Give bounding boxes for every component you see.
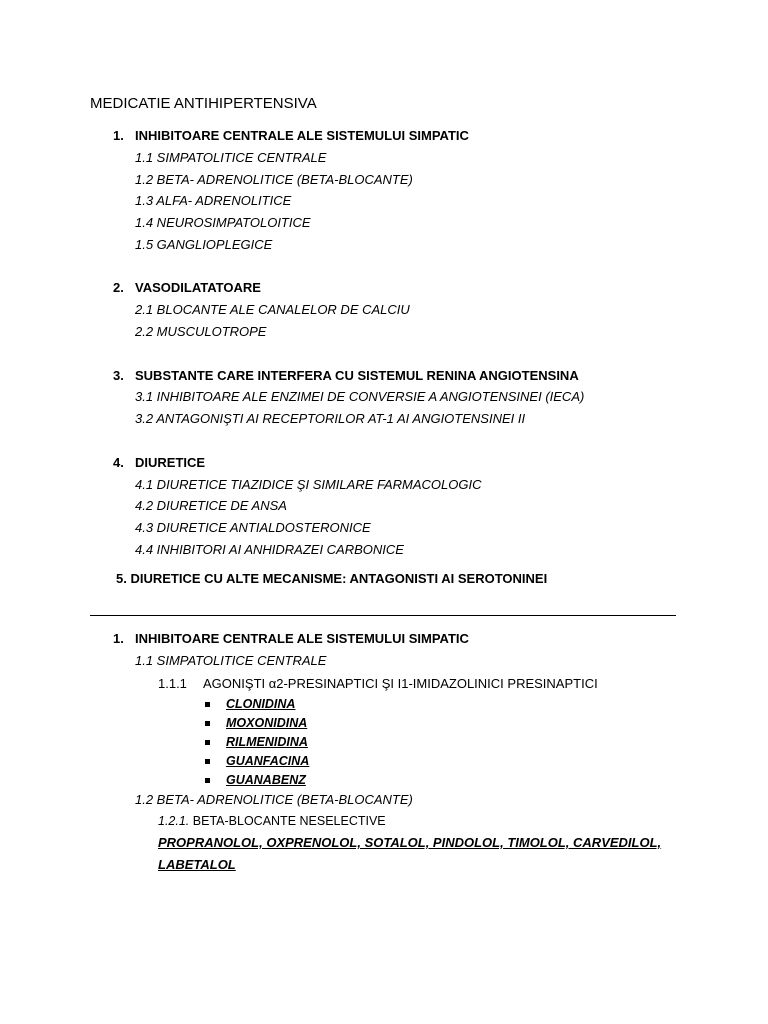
outline-4-item: 4.3 DIURETICE ANTIALDOSTERONICE: [135, 520, 371, 535]
outline-2-number: 2.: [113, 280, 124, 295]
detail-subsubheading: AGONIŞTI α2-PRESINAPTICI ŞI I1-IMIDAZOLINICI PRESINAPTICI: [203, 676, 598, 691]
detail-subheading: 1.1 SIMPATOLITICE CENTRALE: [135, 653, 327, 668]
section-divider: [90, 615, 676, 616]
outline-2-item: 2.2 MUSCULOTROPE: [135, 324, 267, 339]
bullet-icon: [205, 702, 210, 707]
outline-1-number: 1.: [113, 128, 124, 143]
outline-3-item: 3.1 INHIBITOARE ALE ENZIMEI DE CONVERSIE A ANGIOTENSINEI (IECA): [135, 389, 585, 404]
drug-list-line: LABETALOL: [158, 857, 236, 872]
detail-subsubheading-number: 1.2.1.: [158, 814, 190, 828]
detail-subsubheading: [158, 815, 386, 828]
outline-3-number: 3.: [113, 368, 124, 383]
outline-4-item: 4.2 DIURETICE DE ANSA: [135, 498, 287, 513]
drug-name: GUANFACINA: [226, 754, 310, 768]
drug-name: GUANABENZ: [226, 773, 306, 787]
outline-1-item: 1.4 NEUROSIMPATOLOITICE: [135, 215, 311, 230]
outline-1-item: 1.3 ALFA- ADRENOLITICE: [135, 193, 292, 208]
outline-3-heading: SUBSTANTE CARE INTERFERA CU SISTEMUL RENINA ANGIOTENSINA: [135, 368, 579, 383]
detail-subsubheading-text: BETA-BLOCANTE NESELECTIVE: [192, 814, 386, 828]
drug-name: CLONIDINA: [226, 697, 296, 711]
outline-5-heading: 5. DIURETICE CU ALTE MECANISME: ANTAGONISTI AI SEROTONINEI: [116, 571, 548, 586]
bullet-icon: [205, 740, 210, 745]
drug-name: RILMENIDINA: [226, 735, 308, 749]
bullet-icon: [205, 721, 210, 726]
outline-4-item: 4.4 INHIBITORI AI ANHIDRAZEI CARBONICE: [135, 542, 404, 557]
outline-1-item: 1.2 BETA- ADRENOLITICE (BETA-BLOCANTE): [135, 172, 413, 187]
outline-1-heading: INHIBITOARE CENTRALE ALE SISTEMULUI SIMPATIC: [135, 128, 469, 143]
bullet-icon: [205, 778, 210, 783]
detail-1-number: 1.: [113, 631, 124, 646]
outline-4-heading: DIURETICE: [135, 455, 206, 470]
detail-1-heading: INHIBITOARE CENTRALE ALE SISTEMULUI SIMPATIC: [135, 631, 469, 646]
outline-2-heading: VASODILATATOARE: [135, 280, 261, 295]
detail-subsubheading-number: 1.1.1: [158, 676, 187, 691]
drug-list-line: PROPRANOLOL, OXPRENOLOL, SOTALOL, PINDOLOL, TIMOLOL, CARVEDILOL,: [158, 835, 662, 850]
document-title: MEDICATIE ANTIHIPERTENSIVA: [90, 95, 317, 112]
outline-3-item: 3.2 ANTAGONIŞTI AI RECEPTORILOR AT-1 AI ANGIOTENSINEI II: [135, 411, 526, 426]
outline-1-item: 1.5 GANGLIOPLEGICE: [135, 237, 273, 252]
bullet-icon: [205, 759, 210, 764]
outline-2-item: 2.1 BLOCANTE ALE CANALELOR DE CALCIU: [135, 302, 410, 317]
outline-4-item: 4.1 DIURETICE TIAZIDICE ŞI SIMILARE FARMACOLOGIC: [135, 477, 482, 492]
outline-1-item: 1.1 SIMPATOLITICE CENTRALE: [135, 150, 327, 165]
detail-subheading: 1.2 BETA- ADRENOLITICE (BETA-BLOCANTE): [135, 792, 413, 807]
drug-name: MOXONIDINA: [226, 716, 308, 730]
outline-4-number: 4.: [113, 455, 124, 470]
